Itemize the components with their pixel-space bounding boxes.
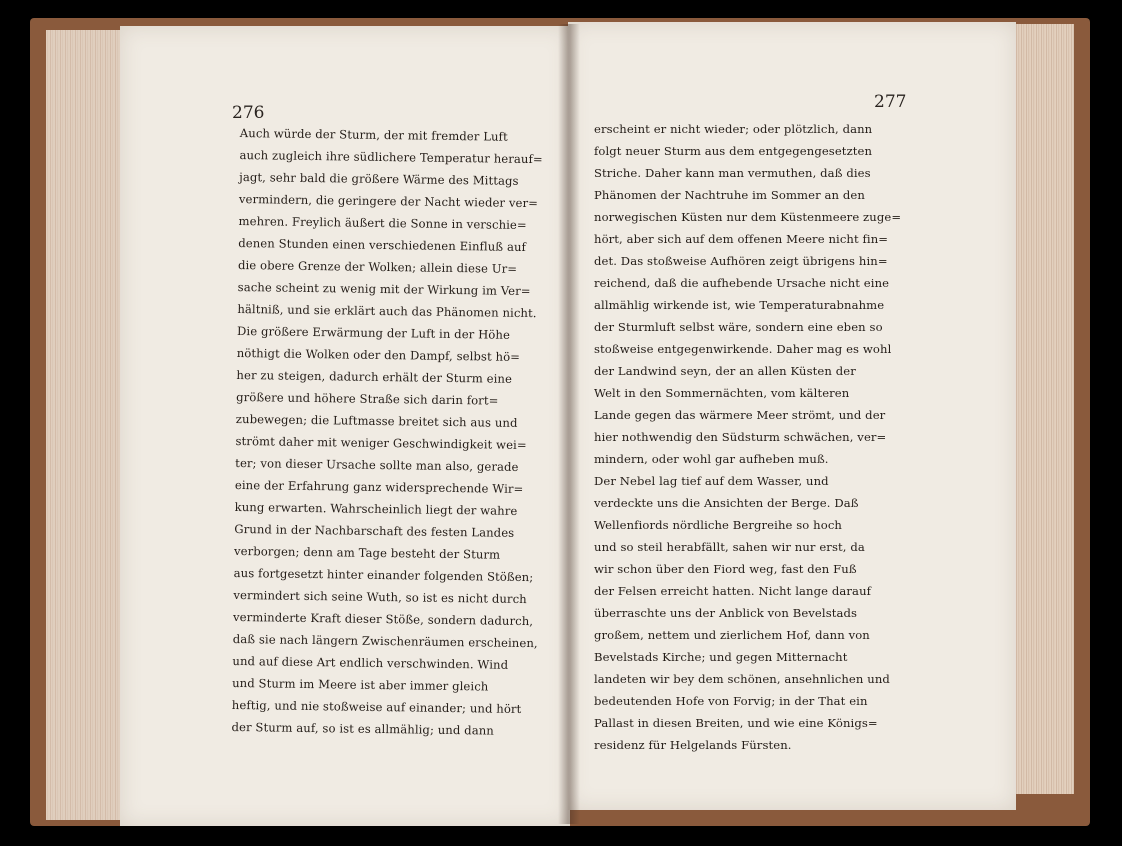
right-page-text [594, 118, 912, 756]
text-line: mehren. Freylich äußert die Sonne in verschie= [238, 213, 527, 233]
text-line: verborgen; denn am Tage besteht der Sturm [233, 543, 501, 562]
text-line: verminderte Kraft dieser Stöße, sondern dadurch, [232, 609, 534, 629]
text-line: aus fortgesetzt hinter einander folgenden Stößen; [233, 565, 534, 585]
text-line: und so steil herabfällt, sahen wir nur erst, da [594, 540, 865, 554]
right-page-edges [1012, 24, 1074, 794]
text-line: Grund in der Nachbarschaft des festen Landes [234, 521, 515, 540]
text-line: auch zugleich ihre südlichere Temperatur herauf= [239, 147, 543, 167]
text-line: landeten wir bey dem schönen, ansehnlichen und [594, 672, 890, 686]
text-line: det. Das stoßweise Aufhören zeigt übrigens hin= [594, 254, 888, 268]
text-line: vermindert sich seine Wuth, so ist es nicht durch [233, 587, 527, 607]
text-line: kung erwarten. Wahrscheinlich liegt der wahre [234, 499, 518, 518]
text-line: Auch würde der Sturm, der mit fremder Luft [239, 125, 508, 144]
left-page-edges [46, 30, 122, 820]
text-line: jagt, sehr bald die größere Wärme des Mittags [239, 169, 519, 188]
text-line: Die größere Erwärmung der Luft in der Höhe [236, 323, 511, 342]
text-line: wir schon über den Fiord weg, fast den Fuß [594, 562, 857, 576]
text-line: norwegischen Küsten nur dem Küstenmeere zuge= [594, 210, 902, 224]
right-page-number: 277 [874, 92, 907, 112]
left-page-text [231, 122, 560, 742]
text-line: Wellenfiords nördliche Bergreihe so hoch [594, 518, 842, 532]
text-line: der Felsen erreicht hatten. Nicht lange darauf [594, 584, 872, 598]
text-line: her zu steigen, dadurch erhält der Sturm eine [236, 367, 513, 386]
text-line: der Sturm auf, so ist es allmählig; und dann [231, 719, 495, 738]
text-line: daß sie nach längern Zwischenräumen erscheinen, [232, 631, 538, 651]
text-line: mindern, oder wohl gar aufheben muß. [594, 452, 829, 466]
text-line: Welt in den Sommernächten, vom kälteren [594, 386, 850, 400]
text-line: überraschte uns der Anblick von Bevelstads [594, 606, 858, 620]
text-line: eine der Erfahrung ganz widersprechende Wir= [234, 477, 524, 496]
text-line: Lande gegen das wärmere Meer strömt, und der [594, 408, 886, 422]
text-line: hältniß, und sie erklärt auch das Phänomen nicht. [237, 301, 537, 321]
text-line: Phänomen der Nachtruhe im Sommer an den [594, 188, 865, 202]
book-gutter [558, 24, 580, 824]
text-line: Pallast in diesen Breiten, und wie eine Königs= [594, 716, 878, 730]
text-line: ter; von dieser Ursache sollte man also, gerade [235, 455, 519, 474]
text-line: sache scheint zu wenig mit der Wirkung im Ver= [237, 279, 531, 299]
text-line: und Sturm im Meere ist aber immer gleich [232, 675, 489, 694]
text-line: verdeckte uns die Ansichten der Berge. Daß [594, 496, 859, 510]
text-line: heftig, und nie stoßweise auf einander; und hört [231, 697, 522, 716]
text-line: größere und höhere Straße sich darin fort= [236, 389, 499, 408]
text-line: strömt daher mit weniger Geschwindigkeit wei= [235, 433, 527, 453]
text-line: zubewegen; die Luftmasse breitet sich aus und [235, 411, 518, 430]
text-line: allmählig wirkende ist, wie Temperaturabnahme [594, 298, 885, 312]
text-line: der Sturmluft selbst wäre, sondern eine eben so [594, 320, 883, 334]
text-line: folgt neuer Sturm aus dem entgegengesetzten [594, 144, 873, 158]
text-line: großem, nettem und zierlichem Hof, dann von [594, 628, 870, 642]
text-line: und auf diese Art endlich verschwinden. Wind [232, 653, 509, 672]
text-line: Der Nebel lag tief auf dem Wasser, und [594, 474, 829, 488]
text-line: stoßweise entgegenwirkende. Daher mag es wohl [594, 342, 892, 356]
text-line: vermindern, die geringere der Nacht wieder ver= [238, 191, 539, 211]
text-line: nöthigt die Wolken oder den Dampf, selbst hö= [236, 345, 521, 364]
text-line: bedeutenden Hofe von Forvig; in der That ein [594, 694, 868, 708]
text-line: hier nothwendig den Südsturm schwächen, ver= [594, 430, 887, 444]
text-line: residenz für Helgelands Fürsten. [594, 738, 792, 752]
text-line: die obere Grenze der Wolken; allein diese Ur= [237, 257, 518, 276]
text-line: Bevelstads Kirche; und gegen Mitternacht [594, 650, 848, 664]
text-line: denen Stunden einen verschiedenen Einfluß auf [238, 235, 527, 255]
left-page-number: 276 [232, 103, 265, 123]
text-line: Striche. Daher kann man vermuthen, daß dies [594, 166, 871, 180]
text-line: erscheint er nicht wieder; oder plötzlich, dann [594, 122, 873, 136]
text-line: hört, aber sich auf dem offenen Meere nicht fin= [594, 232, 889, 246]
text-line: reichend, daß die aufhebende Ursache nicht eine [594, 276, 890, 290]
text-line: der Landwind seyn, der an allen Küsten der [594, 364, 856, 378]
